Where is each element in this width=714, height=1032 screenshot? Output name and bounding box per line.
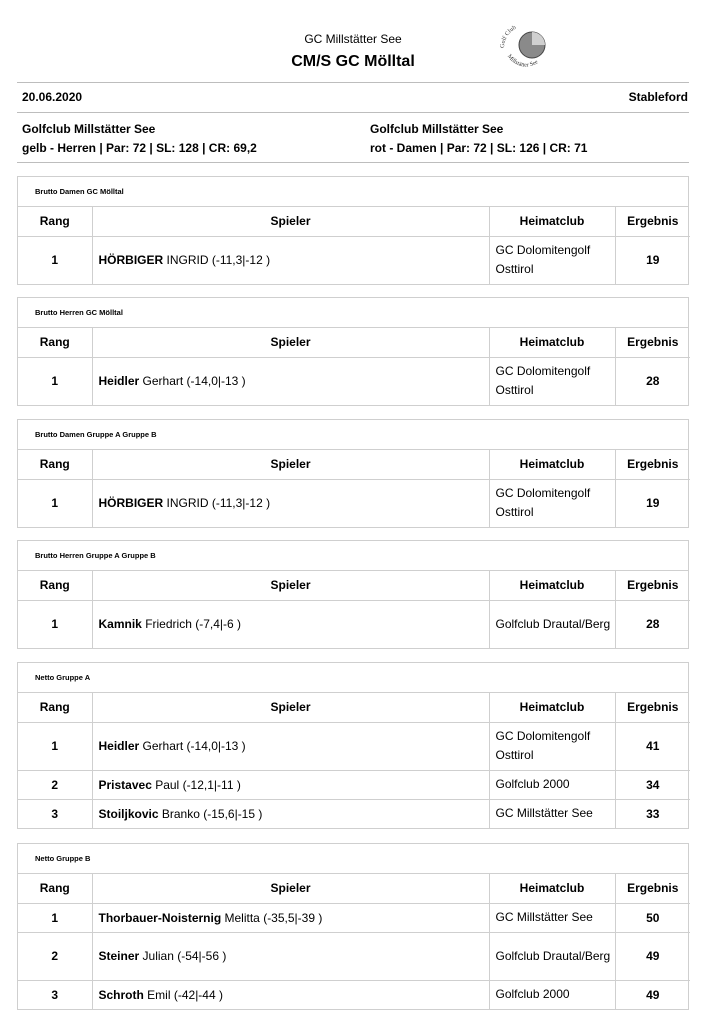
rank-cell: 1 (18, 903, 92, 932)
table-header-row (18, 874, 690, 903)
player-surname: Kamnik (98, 617, 142, 632)
event-title: CM/S GC Mölltal (291, 53, 415, 70)
player-cell (92, 722, 489, 770)
player-firstname: Melitta (221, 910, 260, 925)
player-cell (92, 236, 489, 284)
club-cell: GC Dolomitengolf Osttirol (489, 479, 615, 527)
results-table (18, 207, 690, 284)
result-cell: 34 (615, 770, 690, 799)
player-firstname: Friedrich (141, 617, 192, 632)
results-table (18, 571, 690, 648)
player-cell (92, 799, 489, 828)
course-name: Golfclub Millstätter See (370, 122, 504, 136)
club-cell: GC Dolomitengolf Osttirol (489, 357, 615, 405)
club-cell: GC Millstätter See (489, 903, 615, 932)
logo-text-bottom: Millstätter See (505, 53, 540, 69)
results-block (17, 419, 689, 528)
table-row (18, 357, 690, 405)
rank-cell: 1 (18, 479, 92, 527)
player-surname: HÖRBIGER (98, 496, 164, 511)
results-table (18, 874, 690, 1009)
rank-cell: 2 (18, 770, 92, 799)
player-cell (92, 357, 489, 405)
rank-cell: 1 (18, 357, 92, 405)
table-header-row (18, 207, 690, 236)
course-info-left (22, 120, 257, 158)
header-spieler: Spieler (92, 450, 489, 479)
rank-cell: 3 (18, 980, 92, 1009)
table-row (18, 799, 690, 828)
header-heimatclub: Heimatclub (489, 874, 615, 903)
result-cell: 49 (615, 932, 690, 980)
result-cell: 19 (646, 496, 660, 511)
course-details: rot - Damen | Par: 72 | SL: 126 | CR: 71 (370, 141, 588, 155)
player-cell (92, 600, 489, 648)
result-cell: 28 (646, 617, 660, 632)
table-header-row (18, 693, 690, 722)
page-header (0, 0, 714, 80)
results-table (18, 328, 690, 405)
player-surname: Heidler (98, 374, 140, 389)
player-firstname: Paul (151, 777, 180, 792)
player-handicap: (-12,1|-11 ) (179, 777, 241, 792)
category-title: Netto Gruppe B (18, 844, 688, 874)
result-cell: 49 (646, 987, 660, 1002)
player-surname: Steiner (98, 949, 140, 963)
header-rang: Rang (18, 571, 92, 600)
club-cell: Golfclub Drautal/Berg (489, 600, 615, 648)
results-block (17, 176, 689, 285)
result-cell: 19 (646, 253, 660, 268)
player-cell (92, 479, 489, 527)
table-row (18, 770, 690, 799)
player-cell (92, 980, 489, 1009)
header-ergebnis: Ergebnis (615, 450, 690, 479)
rank-cell: 2 (18, 932, 92, 980)
header-ergebnis: Ergebnis (615, 874, 690, 903)
header-rang: Rang (18, 207, 92, 236)
result-cell: 28 (646, 374, 660, 389)
header-heimatclub: Heimatclub (489, 450, 615, 479)
header-ergebnis: Ergebnis (615, 693, 690, 722)
header-heimatclub: Heimatclub (489, 207, 615, 236)
header-spieler: Spieler (92, 328, 489, 357)
category-title: Brutto Damen GC Mölltal (18, 177, 688, 207)
table-row (18, 903, 690, 932)
player-handicap: (-7,4|-6 ) (191, 617, 241, 632)
header-spieler: Spieler (92, 207, 489, 236)
player-surname: HÖRBIGER (98, 253, 164, 268)
player-cell (92, 932, 489, 980)
table-row (18, 722, 690, 770)
header-ergebnis: Ergebnis (615, 207, 690, 236)
player-surname: Stoiljkovic (98, 806, 159, 821)
player-firstname: Branko (158, 806, 200, 821)
header-heimatclub: Heimatclub (489, 328, 615, 357)
player-firstname: Gerhart (139, 374, 184, 389)
player-surname: Thorbauer-Noisternig (98, 910, 222, 925)
rank-cell: 1 (18, 722, 92, 770)
table-row (18, 932, 690, 980)
divider (17, 162, 689, 163)
club-cell: Golfclub Drautal/Berg (489, 932, 615, 980)
svg-text:Golf Club (500, 25, 517, 48)
player-handicap: (-11,3|-12 ) (208, 253, 271, 268)
header-heimatclub: Heimatclub (489, 571, 615, 600)
club-cell: GC Dolomitengolf Osttirol (489, 722, 615, 770)
results-block (17, 662, 689, 829)
header-ergebnis: Ergebnis (615, 571, 690, 600)
player-surname: Pristavec (98, 777, 152, 792)
table-row (18, 236, 690, 284)
course-info-right (370, 120, 587, 158)
table-header-row (18, 571, 690, 600)
header-rang: Rang (18, 874, 92, 903)
rank-cell: 1 (18, 236, 92, 284)
results-block (17, 540, 689, 649)
results-block (17, 843, 689, 1010)
header-heimatclub: Heimatclub (489, 693, 615, 722)
header-spieler: Spieler (92, 571, 489, 600)
table-header-row (18, 328, 690, 357)
player-handicap: (-11,3|-12 ) (208, 496, 271, 511)
header-spieler: Spieler (92, 874, 489, 903)
header-rang: Rang (18, 693, 92, 722)
course-name: Golfclub Millstätter See (22, 122, 156, 136)
divider (17, 82, 689, 83)
results-table (18, 693, 690, 828)
rank-cell: 3 (18, 799, 92, 828)
player-handicap: (-35,5|-39 ) (259, 910, 323, 925)
category-title: Brutto Herren GC Mölltal (18, 298, 688, 328)
player-handicap: (-54|-56 ) (173, 949, 227, 963)
category-title: Netto Gruppe A (18, 663, 688, 693)
golfclub-logo (496, 18, 556, 76)
category-title: Brutto Damen Gruppe A Gruppe B (18, 420, 688, 450)
table-row (18, 600, 690, 648)
game-format: Stableford (628, 90, 688, 104)
player-handicap: (-15,6|-15 ) (199, 806, 263, 821)
player-handicap: (-42|-44 ) (170, 987, 223, 1002)
header-rang: Rang (18, 328, 92, 357)
divider (17, 112, 689, 113)
player-surname: Schroth (98, 987, 144, 1002)
header-rang: Rang (18, 450, 92, 479)
header-spieler: Spieler (92, 693, 489, 722)
results-block (17, 297, 689, 406)
player-handicap: (-14,0|-13 ) (183, 739, 246, 753)
player-firstname: Julian (139, 949, 174, 963)
logo-text-top: Golf Club (499, 24, 518, 49)
results-table (18, 450, 690, 527)
table-row (18, 479, 690, 527)
event-date: 20.06.2020 (22, 90, 83, 104)
result-cell: 41 (615, 722, 690, 770)
player-cell (92, 903, 489, 932)
club-name: GC Millstätter See (304, 32, 402, 46)
club-cell: Golfclub 2000 (489, 770, 615, 799)
club-cell: Golfclub 2000 (489, 980, 615, 1009)
player-firstname: Gerhart (139, 739, 184, 753)
player-cell (92, 770, 489, 799)
player-firstname: INGRID (163, 253, 209, 268)
table-header-row (18, 450, 690, 479)
result-cell: 50 (615, 903, 690, 932)
club-cell: GC Millstätter See (489, 799, 615, 828)
category-title: Brutto Herren Gruppe A Gruppe B (18, 541, 688, 571)
header-ergebnis: Ergebnis (615, 328, 690, 357)
player-firstname: Emil (143, 987, 171, 1002)
course-details: gelb - Herren | Par: 72 | SL: 128 | CR: 69,2 (22, 141, 257, 155)
table-row (18, 980, 690, 1009)
player-handicap: (-14,0|-13 ) (183, 374, 246, 389)
player-surname: Heidler (98, 739, 140, 753)
club-cell: GC Dolomitengolf Osttirol (489, 236, 615, 284)
rank-cell: 1 (18, 600, 92, 648)
player-firstname: INGRID (163, 496, 209, 511)
result-cell: 33 (646, 806, 660, 821)
